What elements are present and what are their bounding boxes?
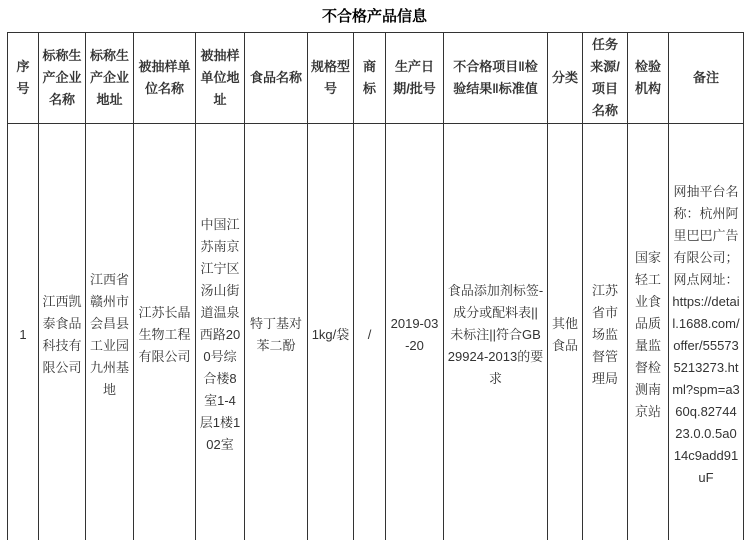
header-trademark: 商标: [354, 33, 386, 124]
header-food-name: 食品名称: [245, 33, 308, 124]
header-producer-address: 标称生产企业地址: [86, 33, 134, 124]
header-spec-model: 规格型号: [308, 33, 354, 124]
cell-producer-address: 江西省赣州市会昌县工业园九州基地: [86, 124, 134, 540]
header-producer-name: 标称生产企业名称: [39, 33, 86, 124]
cell-seq: 1: [8, 124, 39, 540]
header-seq: 序号: [8, 33, 39, 124]
header-sampled-unit-address: 被抽样单位地址: [196, 33, 245, 124]
header-remarks: 备注: [669, 33, 744, 124]
cell-inspection-agency: 国家轻工业食品质量监督检测南京站: [628, 124, 669, 540]
header-sampled-unit-name: 被抽样单位名称: [134, 33, 196, 124]
cell-spec-model: 1kg/袋: [308, 124, 354, 540]
header-production-date-batch: 生产日期/批号: [386, 33, 444, 124]
header-category: 分类: [548, 33, 583, 124]
header-inspection-agency: 检验机构: [628, 33, 669, 124]
cell-remarks: 网抽平台名称：杭州阿里巴巴广告有限公司；网点网址：https://detail.1688.com/offer/555735213273.html?spm=a360q.8274423.0.0.5a014c9add91uF: [669, 124, 744, 540]
cell-failed-item-result-standard: 食品添加剂标签-成分或配料表||未标注||符合GB29924-2013的要求: [444, 124, 548, 540]
cell-task-source-project: 江苏省市场监督管理局: [583, 124, 628, 540]
nonconforming-products-table: [7, 32, 744, 540]
table-row: [8, 124, 744, 540]
header-failed-item-result-standard: 不合格项目‖检验结果‖标准值: [444, 33, 548, 124]
header-task-source-project: 任务来源/项目名称: [583, 33, 628, 124]
cell-producer-name: 江西凯泰食品科技有限公司: [39, 124, 86, 540]
table-header-row: [8, 33, 744, 124]
cell-sampled-unit-address: 中国江苏南京江宁区汤山街道温泉西路200号综合楼8室1-4层1楼102室: [196, 124, 245, 540]
cell-trademark: /: [354, 124, 386, 540]
cell-food-name: 特丁基对苯二酚: [245, 124, 308, 540]
cell-sampled-unit-name: 江苏长晶生物工程有限公司: [134, 124, 196, 540]
cell-production-date-batch: 2019-03-20: [386, 124, 444, 540]
page-title: 不合格产品信息: [321, 8, 427, 25]
cell-category: 其他食品: [548, 124, 583, 540]
